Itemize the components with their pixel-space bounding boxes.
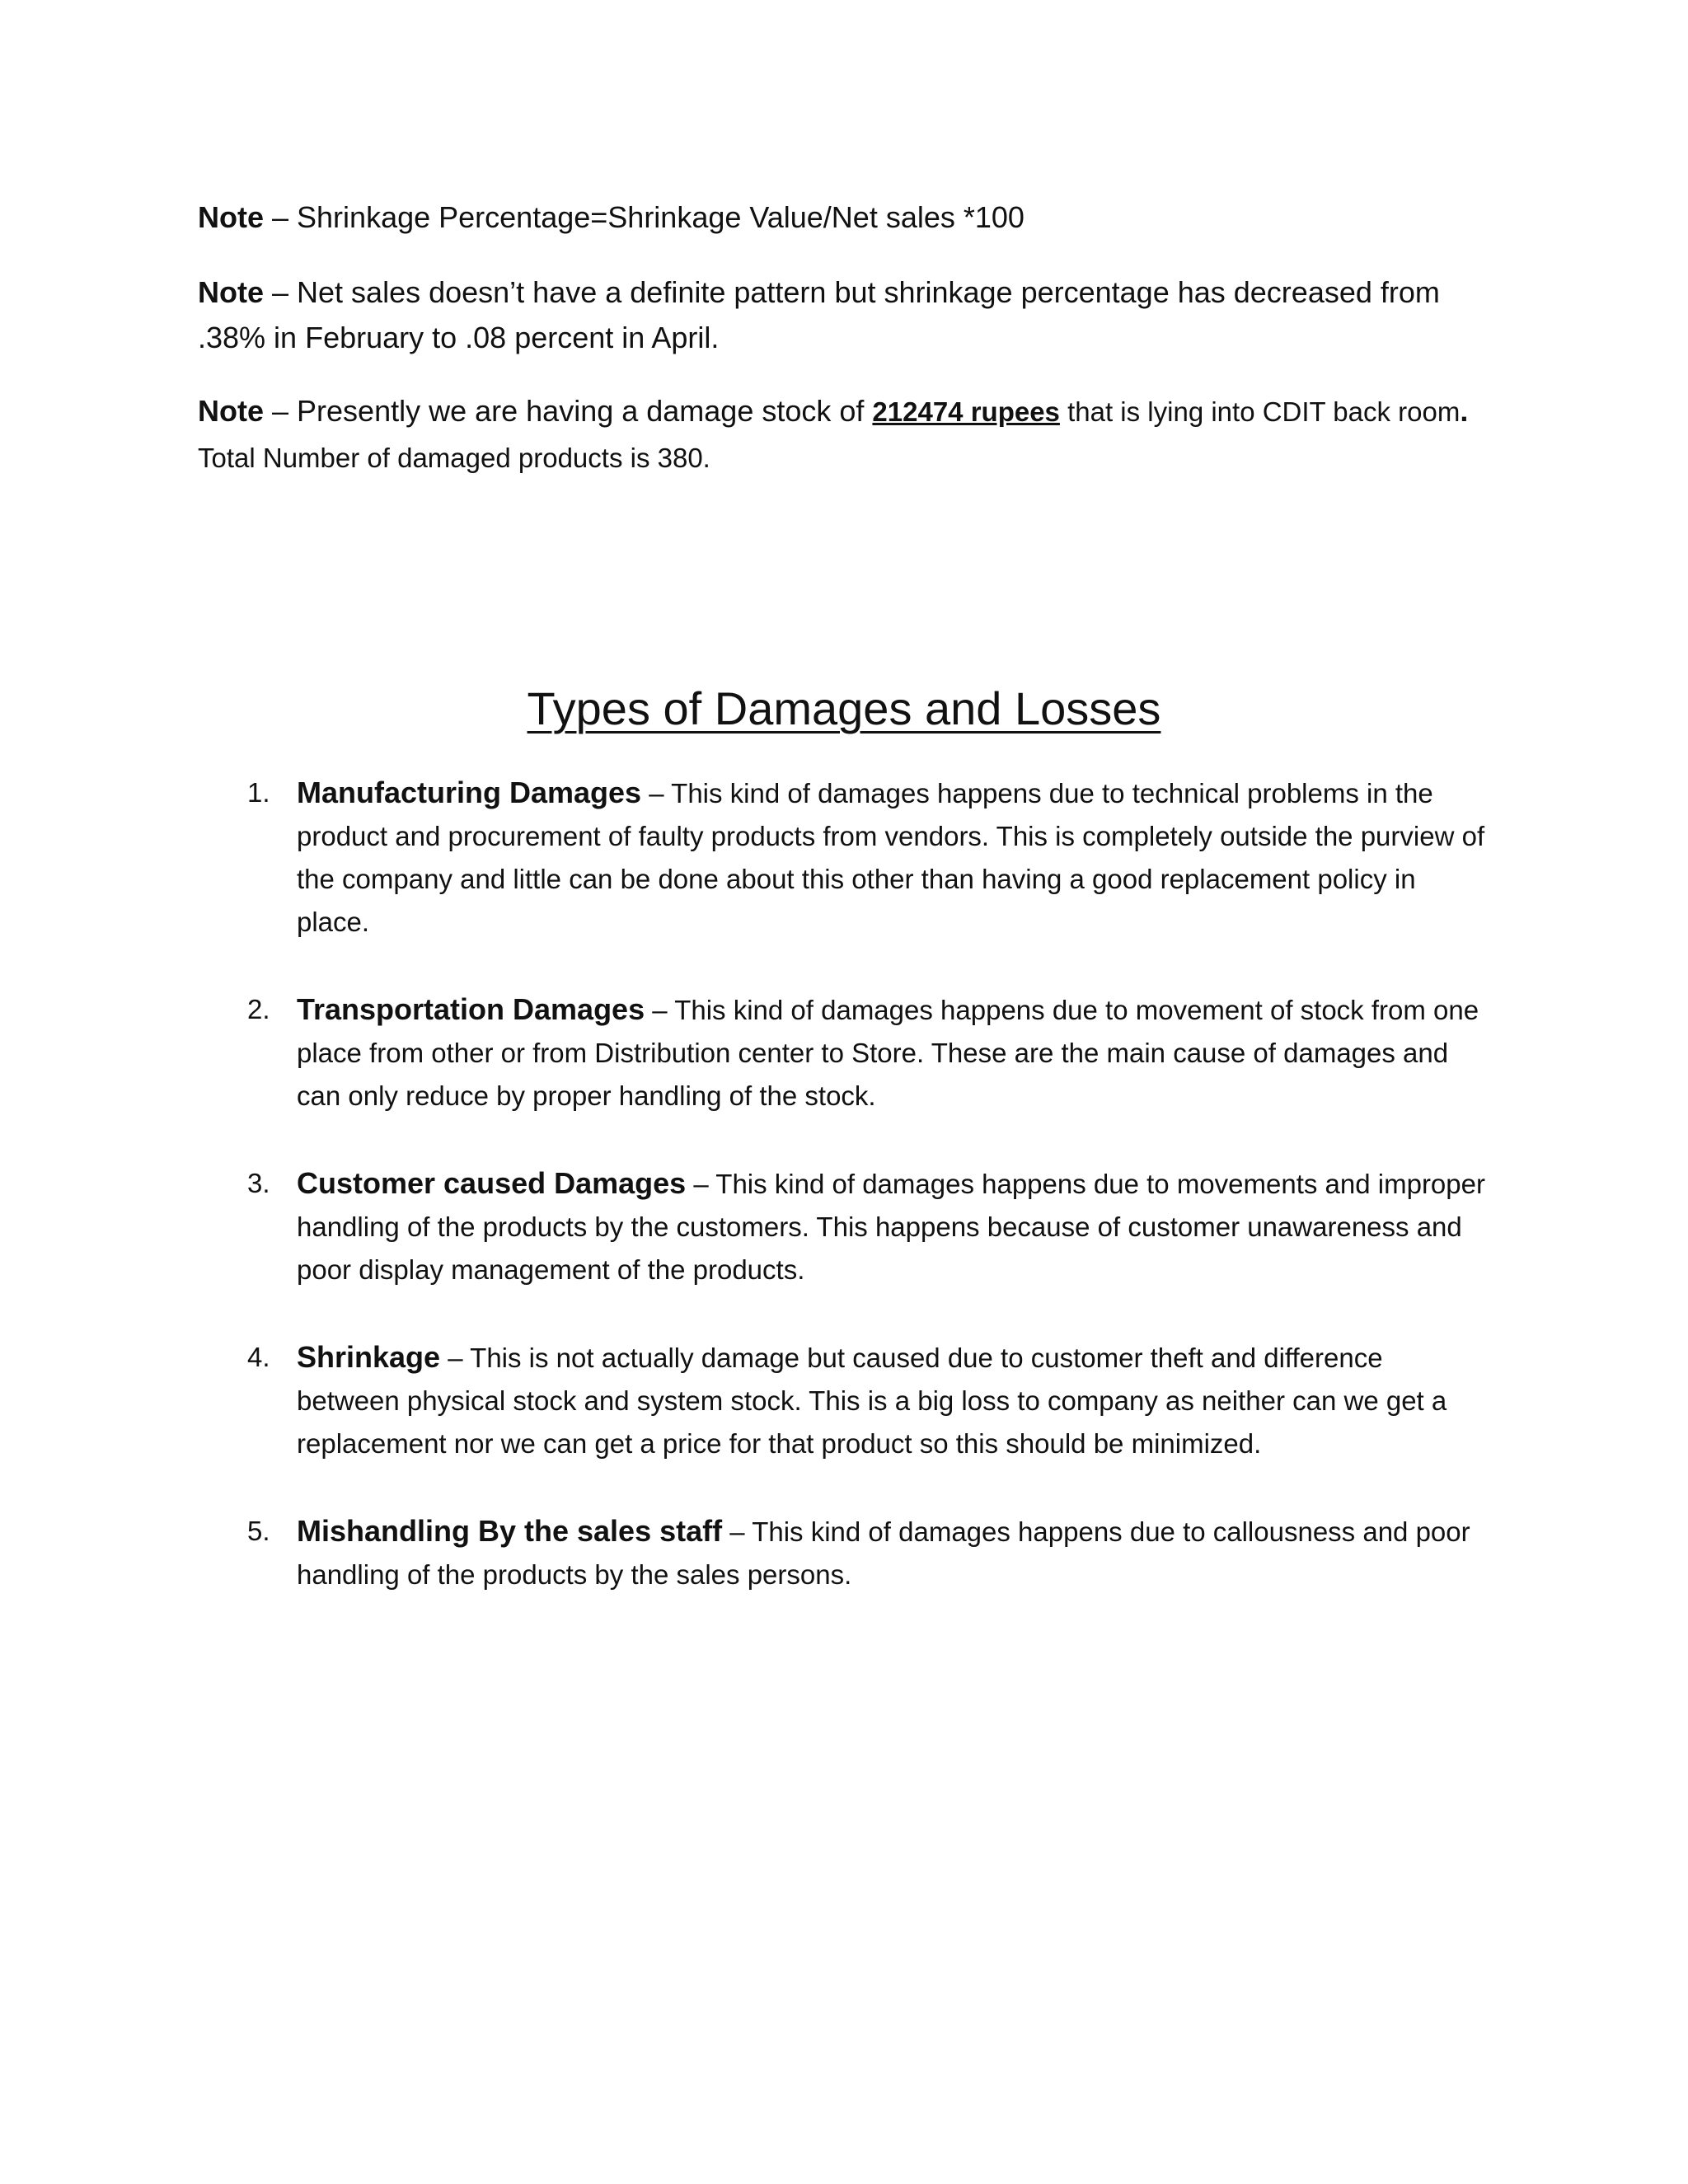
- section-title-text: Types of Damages and Losses: [527, 682, 1161, 734]
- note-text: – Shrinkage Percentage=Shrinkage Value/Net sales *100: [264, 200, 1025, 234]
- note-period: .: [1460, 394, 1469, 428]
- list-item-transportation-damages: [247, 988, 1492, 1118]
- list-item-term: Transportation Damages: [297, 992, 645, 1026]
- list-item-description: – This is not actually damage but caused due to customer theft and difference between physical stock and system stock. This is a big loss to company as neither can we get a replacement nor we can get a price for that product so this should be minimized.: [297, 1343, 1447, 1459]
- damage-types-list: [247, 771, 1492, 1641]
- list-item-number: 4.: [247, 1342, 270, 1372]
- note-text: – Net sales doesn’t have a definite pattern but shrinkage percentage has decreased from .38% in February to .08 percent in April.: [198, 275, 1440, 354]
- list-item-term: Manufacturing Damages: [297, 776, 642, 809]
- list-item-description: – This kind of damages happens due to movements and improper handling of the products by the customers. This happens because of customer unawareness and poor display management of the products.: [297, 1169, 1485, 1285]
- list-item-description: – This kind of damages happens due to movement of stock from one place from other or from Distribution center to Store. These are the main cause of damages and can only reduce by proper handling of the stock.: [297, 995, 1479, 1111]
- list-item-number: 3.: [247, 1168, 270, 1198]
- list-item-description: – This kind of damages happens due to technical problems in the product and procurement of faulty products from vendors. This is completely outside the purview of the company and little can be done about this other than having a good replacement policy in place.: [297, 778, 1485, 937]
- list-item-description: – This kind of damages happens due to callousness and poor handling of the products by the sales persons.: [297, 1516, 1470, 1590]
- note-text-after: that is lying into CDIT back room: [1059, 396, 1461, 427]
- list-item-term: Customer caused Damages: [297, 1166, 687, 1200]
- note-label: Note: [198, 275, 264, 309]
- list-item-shrinkage: [247, 1336, 1492, 1465]
- list-item-number: 2.: [247, 994, 270, 1024]
- note-label: Note: [198, 200, 264, 234]
- list-item-number: 1.: [247, 777, 270, 808]
- list-item-customer-caused-damages: [247, 1162, 1492, 1291]
- note-damage-stock: [198, 388, 1500, 480]
- section-title: [0, 676, 1688, 742]
- list-item-term: Mishandling By the sales staff: [297, 1514, 723, 1548]
- damaged-products-count: Total Number of damaged products is 380.: [198, 443, 710, 473]
- note-label: Note: [198, 394, 264, 428]
- list-item-term: Shrinkage: [297, 1340, 441, 1374]
- list-item-manufacturing-damages: [247, 771, 1492, 944]
- damage-stock-amount: 212474 rupees: [872, 396, 1060, 427]
- list-item-mishandling-by-sales-staff: [247, 1510, 1492, 1596]
- list-item-number: 5.: [247, 1516, 270, 1546]
- note-net-sales-trend: [198, 269, 1500, 360]
- note-shrinkage-formula: [198, 194, 1500, 240]
- note-text: – Presently we are having a damage stock of: [264, 394, 873, 428]
